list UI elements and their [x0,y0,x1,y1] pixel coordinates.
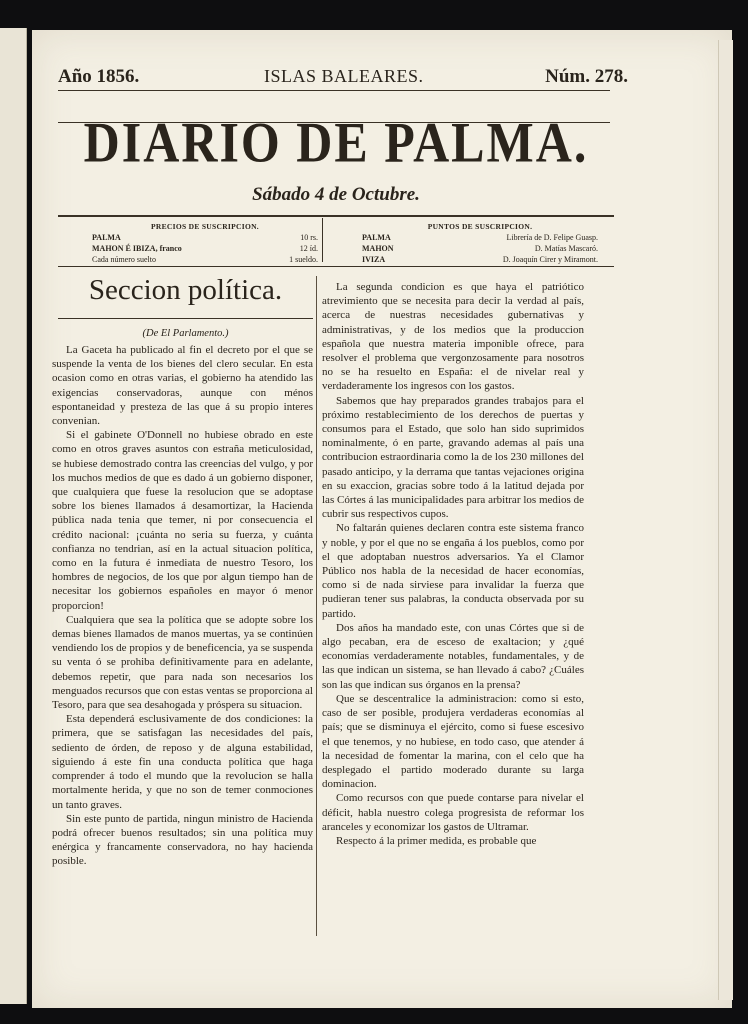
adjacent-page-edge [0,28,27,1004]
masthead-year: Año 1856. [58,66,140,87]
paragraph: Cualquiera que sea la política que se adopte sobre los demas bienes llamados de manos muertas, ya se continúen vendiendo los de propios y de beneficencia, ya se suspenda su venta ó se prohiba definitivamente para en adelante, debemos repetir, que para nada son necesarios los menguados recursos que con estas ventas se proporciona al Tesoro, para que sea desahogada y próspera su situacion. [52,613,313,712]
paragraph: La Gaceta ha publicado al fin el decreto por el que se suspende la venta de los bienes del clero secular. En esta ocasion como en otras varias, el gobierno ha atendido las exigencias conservadoras, aunque con ménos espontaneidad y presteza de las que á su propio interes convenian. [52,344,313,428]
article-attribution: (De El Parlamento.) [142,328,229,339]
price-row: Cada número suelto 1 sueldo. [92,255,318,264]
paragraph: Respecto á la primer medida, es probable que [336,834,537,847]
newspaper-title: DIARIO DE PALMA. [83,109,589,175]
paragraph: Sin este punto de partida, ningun ministro de Hacienda podrá ofrecer buenos resultados; sin una política muy enérgica y francamente conservadora, no hay hacienda posible. [52,812,313,868]
page-fold-strip [718,40,733,1000]
masthead-place: ISLAS BALEARES. [264,66,424,86]
paragraph: No faltarán quienes declaren contra este sistema franco y noble, y por el que no se engaña á los pueblos, como por el que adoptaban nuestros adversarios. Ya el Clamor Público nos habla de la necesidad de hacer economías, como si de nada sirviese para invalidar la fuerza que pudieran tener sus palabras, la conducta observada por su partido. [322,522,584,620]
paragraph: Que se descentralice la administracion: como si esto, caso de ser posible, produjera verdaderas economías al país; que se disminuya el ejército, como si fuese escesivo el que tenemos, y no hubiese, en todo caso, que atender á la necesidad de fomentar la marina, con el celo que ha desplegado el partido moderado durante su larga dominacion. [322,692,584,791]
subscription-points [362,221,598,265]
subscription-prices [92,221,318,265]
column-divider [316,276,317,936]
article-right-column [322,280,584,848]
point-row: IVIZA D. Joaquín Cirer y Miramont. [362,255,598,264]
price-row: MAHON É IBIZA, franco 12 íd. [92,244,318,253]
subscription-rule-bottom [58,266,614,267]
price-row: PALMA 10 rs. [92,233,318,242]
paragraph: La segunda condicion es que haya el patriótico atrevimiento que se necesita para decir la verdad al país, acerca de nuestras necesidades gubernativas y administrativas, y de los medios que la produccion española que nuestra materia imponible ofrece, para resolver el problema que vergonzosamente para nosotros no se ha resuelto en España: el de nivelar real y verdaderamente los ingresos con los gastos. [322,281,584,393]
issue-date: Sábado 4 de Octubre. [252,184,420,205]
point-row: MAHON D. Matías Mascaró. [362,244,598,253]
masthead-rule-top [58,90,610,91]
paragraph: Como recursos con que puede contarse para nivelar el déficit, habla nuestro colega progresista de reformar los aranceles y economizar los gastos de Ultramar. [322,792,584,833]
masthead-number: Núm. 278. [545,66,628,87]
points-header: PUNTOS DE SUSCRIPCION. [427,222,533,231]
prices-header: PRECIOS DE SUSCRIPCION. [151,222,259,231]
section-title: Seccion política. [88,274,283,306]
paragraph: Si el gabinete O'Donnell no hubiese obrado en este como en otros graves asuntos con estraña meticulosidad, se hubiese demostrado contra las creencias del vulgo, y por los muchos medios de que es dado á un gobierno disponer, que cualquiera que fuese la resolucion que se adoptase sobre los bienes llamados á desamortizar, la Hacienda pública nada tenia que temer, ni por consecuencia el crédito nacional: ¡cuánta no seria su fuerza, y cuánta confianza no tendrian, así en la actual situacion política, como en la futura é inmediata de nuestro Tesoro, los hombres de negocios, de los que por algun tiempo han de necesitar los gobiernos españoles en mayor ó menor proporcion! [52,429,313,612]
subscription-divider [322,218,323,262]
subscription-rule-top [58,215,614,217]
paragraph: Esta dependerá esclusivamente de dos condiciones: la primera, que se satisfagan las necesidades del país, sediento de órden, de reposo y de alguna estabilidad, siguiendo á este fin una conducta política que haga comprender á todo el mundo que la revolucion se halla mortalmente herida, y que no son de temer conmociones un tanto graves. [52,713,313,811]
article-left-column [52,343,313,869]
paragraph: Sabemos que hay preparados grandes trabajos para el próximo restablecimiento de los derechos de puertas y consumos para el Estado, que solo han sido suprimidos nominalmente, ó en parte, gravando ademas al país una contribucion estraordinaria como la de los 230 millones del pasado anticipo, y la derrama que tantas vejaciones origina en su exaccion, gracias sobre todo á la latitud dejada por las Córtes á las municipalidades para arbitrar los medios de cubrir sus respectivos cupos. [322,394,584,521]
point-row: PALMA Librería de D. Felipe Guasp. [362,233,598,242]
paragraph: Dos años ha mandado este, con unas Córtes que si de algo pecaban, era de esceso de exaltacion; y ¿qué economías verdaderamente notables, fundamentales, y de las que indican un sistema, se han llevado á cabo? ¿Cuáles son las que indican sus órganos en la prensa? [322,621,584,691]
section-rule [58,318,313,319]
